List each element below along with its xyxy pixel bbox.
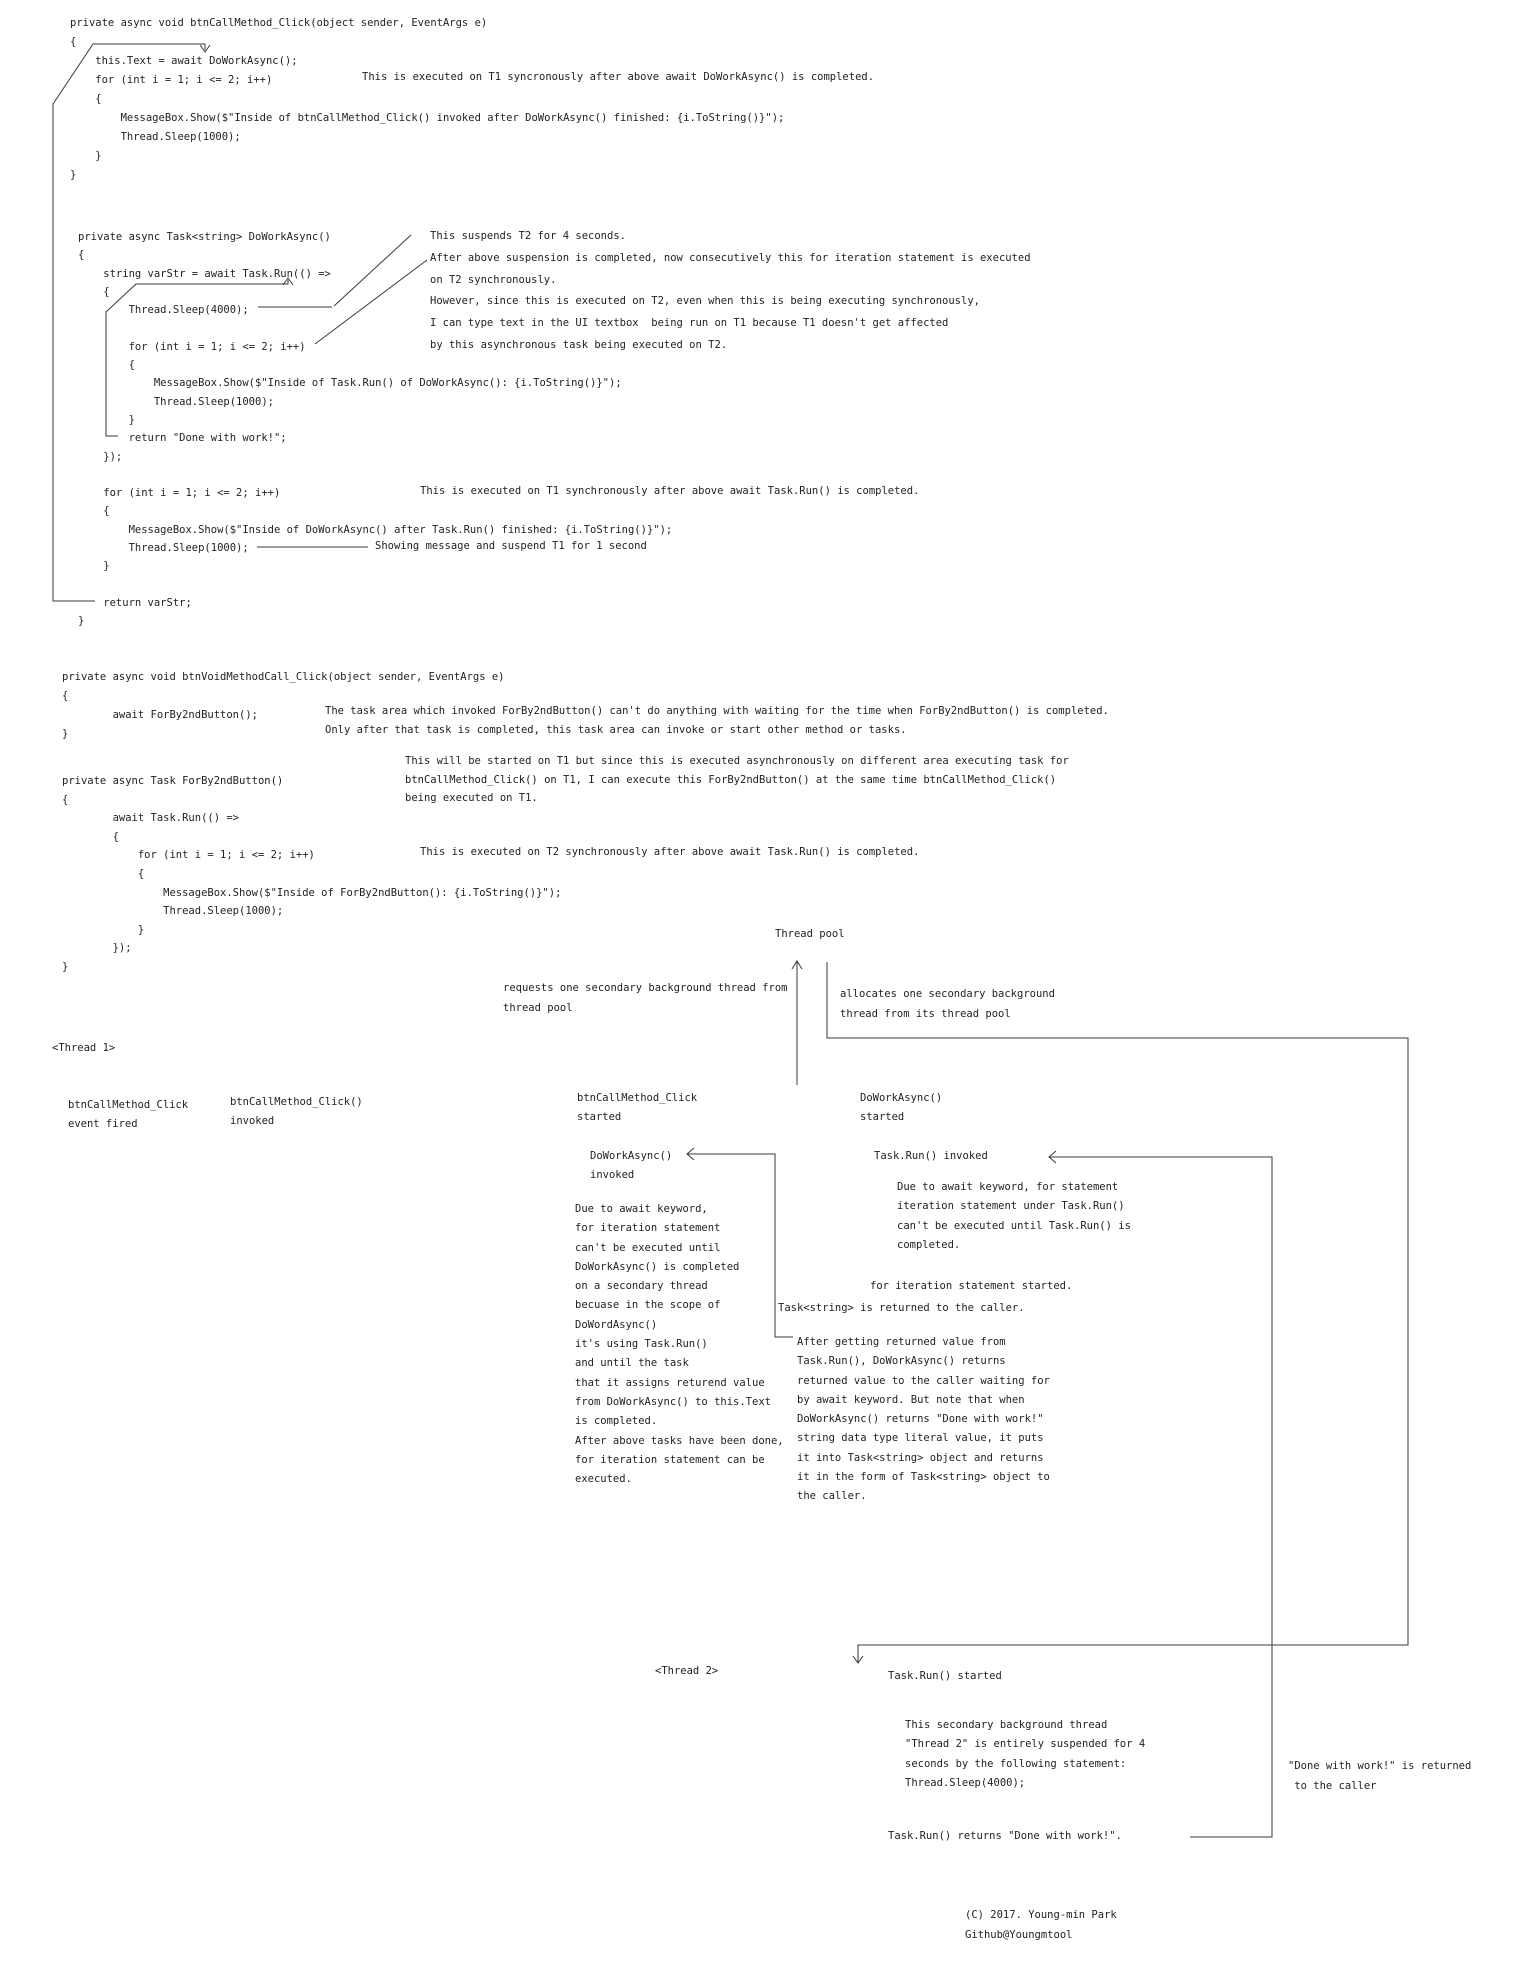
text-line: MessageBox.Show($"Inside of ForBy2ndButton(): {i.ToString()}"); <box>62 886 562 899</box>
text-line: on T2 synchronously. <box>430 273 557 286</box>
text-line: Github@Youngmtool <box>965 1928 1073 1941</box>
text-line: the caller. <box>797 1490 867 1503</box>
text-line: for (int i = 1; i <= 2; i++) <box>78 340 306 353</box>
text-line: return varStr; <box>78 596 192 609</box>
text-line: by this asynchronous task being executed on T2. <box>430 338 728 351</box>
annotation-forby2nd-on-t1 <box>405 752 1069 808</box>
text-line: } <box>62 923 145 936</box>
text-line: executed. <box>575 1473 632 1486</box>
annotation-await-forby2nd <box>325 702 1109 741</box>
text-line: } <box>78 560 110 573</box>
text-line: this.Text = await DoWorkAsync(); <box>70 55 298 67</box>
text-line: I can type text in the UI textbox being run on T1 because T1 doesn't get affected <box>430 317 949 330</box>
text-line: allocates one secondary background <box>840 988 1055 1000</box>
text-line: is completed. <box>575 1415 658 1428</box>
text-line: }); <box>62 942 132 955</box>
text-line <box>78 576 672 594</box>
event-taskrun-invoked: Task.Run() invoked <box>874 1150 988 1162</box>
text-line: { <box>70 93 102 105</box>
text-line: However, since this is executed on T2, even when this is being executing synchronously, <box>430 295 980 308</box>
arrowhead-up-thread-pool <box>792 961 802 969</box>
note-task-string-returned: Task<string> is returned to the caller. <box>778 1302 1025 1314</box>
text-line: for (int i = 1; i <= 2; i++) <box>70 74 273 86</box>
text-line: Due to await keyword, for statement <box>897 1181 1119 1193</box>
text-line: iteration statement under Task.Run() <box>897 1200 1125 1213</box>
text-line: Only after that task is completed, this task area can invoke or start other method or tasks. <box>325 724 907 737</box>
text-line: started <box>860 1110 905 1123</box>
text-line: and until the task <box>575 1357 689 1370</box>
text-line: { <box>62 830 119 843</box>
text-line: can't be executed until <box>575 1241 721 1254</box>
note-for-iteration-started: for iteration statement started. <box>870 1280 1073 1292</box>
text-line: { <box>62 793 69 806</box>
text-line: returned value to the caller waiting for <box>797 1374 1050 1387</box>
text-line: being executed on T1. <box>405 792 538 805</box>
text-line: by await keyword. But note that when <box>797 1393 1025 1406</box>
text-line: event fired <box>68 1117 138 1130</box>
text-line: string varStr = await Task.Run(() => <box>78 267 331 280</box>
text-line: MessageBox.Show($"Inside of Task.Run() of DoWorkAsync(): {i.ToString()}"); <box>78 377 622 390</box>
text-line: btnCallMethod_Click <box>577 1092 698 1104</box>
text-line: After above suspension is completed, now consecutively this for iteration statement is executed <box>430 251 1031 264</box>
text-line: (C) 2017. Young-min Park <box>965 1909 1117 1921</box>
thread-pool-requests-note <box>503 979 787 1018</box>
text-line: Task.Run(), DoWorkAsync() returns <box>797 1355 1006 1368</box>
thread1-label: <Thread 1> <box>52 1042 116 1054</box>
text-line: } <box>78 413 135 426</box>
text-line: for iteration statement can be <box>575 1453 765 1466</box>
text-line: "Done with work!" is returned <box>1288 1760 1472 1772</box>
text-line: { <box>78 505 110 518</box>
code-block-btncallmethod-click <box>70 14 784 185</box>
text-line: for (int i = 1; i <= 2; i++) <box>78 487 281 500</box>
annotation-showing-message: Showing message and suspend T1 for 1 second <box>375 540 647 552</box>
text-line: } <box>62 728 69 740</box>
thread-pool-allocates-note <box>840 985 1055 1024</box>
footer-credit <box>965 1906 1117 1945</box>
text-line: it into Task<string> object and returns <box>797 1451 1044 1464</box>
text-line: DoWordAsync() <box>575 1318 658 1331</box>
text-line: Thread.Sleep(1000); <box>78 542 249 555</box>
annotation-t2-sync-after-taskrun: This is executed on T2 synchronously after above await Task.Run() is completed. <box>420 846 920 858</box>
text-line: return "Done with work!"; <box>78 432 287 445</box>
text-line: This suspends T2 for 4 seconds. <box>430 230 626 242</box>
text-line: MessageBox.Show($"Inside of DoWorkAsync() after Task.Run() finished: {i.ToString()}"); <box>78 523 673 536</box>
text-line <box>78 466 672 484</box>
text-line: from DoWorkAsync() to this.Text <box>575 1395 771 1408</box>
arrowhead-left-taskrun-invoked <box>1049 1151 1056 1163</box>
text-line: thread pool <box>503 1001 573 1014</box>
text-line: btnCallMethod_Click() on T1, I can execute this ForBy2ndButton() at the same time btnCallMethod_Click() <box>405 773 1057 786</box>
text-line: invoked <box>230 1114 275 1127</box>
text-line: await ForBy2ndButton(); <box>62 709 258 721</box>
event-btncall-started <box>577 1089 697 1126</box>
text-line: string data type literal value, it puts <box>797 1432 1044 1445</box>
text-line: } <box>62 960 69 973</box>
text-line: it's using Task.Run() <box>575 1338 708 1351</box>
text-line: } <box>70 169 77 181</box>
text-line: } <box>78 615 85 628</box>
text-line: btnCallMethod_Click() <box>230 1096 363 1108</box>
text-line: { <box>78 285 110 298</box>
arrowhead-left-doworkasync-invoked <box>687 1148 694 1160</box>
annotation-t1-sync-after-doworkasync: This is executed on T1 syncronously after above await DoWorkAsync() is completed. <box>362 71 875 83</box>
text-line: }); <box>78 450 123 463</box>
text-line: After above tasks have been done, <box>575 1434 784 1447</box>
text-line: Thread.Sleep(1000); <box>70 131 241 143</box>
thread-pool-label: Thread pool <box>775 928 845 940</box>
text-line: started <box>577 1110 622 1123</box>
text-line: requests one secondary background thread from <box>503 982 788 994</box>
text-line: for iteration statement <box>575 1222 721 1235</box>
text-line: private async void btnVoidMethodCall_Click(object sender, EventArgs e) <box>62 671 505 683</box>
text-line: { <box>62 867 145 880</box>
text-line: Thread.Sleep(4000); <box>905 1776 1026 1789</box>
text-line: { <box>62 690 69 702</box>
event-dowork-started <box>860 1089 942 1126</box>
text-line: it in the form of Task<string> object to <box>797 1471 1050 1484</box>
text-line: This will be started on T1 but since this is executed asynchronously on different area executing task for <box>405 755 1069 767</box>
text-line: DoWorkAsync() <box>590 1150 673 1162</box>
text-line: on a secondary thread <box>575 1280 708 1293</box>
text-line: DoWorkAsync() is completed <box>575 1260 740 1273</box>
text-line: becuase in the scope of <box>575 1299 721 1312</box>
text-line: MessageBox.Show($"Inside of btnCallMethod_Click() invoked after DoWorkAsync() finished: {i.ToString()}"); <box>70 112 785 124</box>
text-line: DoWorkAsync() returns "Done with work!" <box>797 1413 1044 1426</box>
text-line: { <box>70 36 77 48</box>
note-done-returned <box>1288 1757 1471 1796</box>
thread2-label: <Thread 2> <box>655 1665 719 1677</box>
text-line: After getting returned value from <box>797 1336 1006 1348</box>
text-line: invoked <box>590 1168 635 1181</box>
arrowhead-down-taskrun-started <box>853 1656 863 1663</box>
annotation-suspends-t2 <box>430 226 1031 357</box>
text-line: for (int i = 1; i <= 2; i++) <box>62 849 315 862</box>
text-line: private async void btnCallMethod_Click(object sender, EventArgs e) <box>70 17 488 29</box>
event-taskrun-started: Task.Run() started <box>888 1670 1002 1682</box>
text-line: that it assigns returend value <box>575 1376 765 1389</box>
note-thread2-suspended <box>905 1716 1145 1793</box>
text-line: completed. <box>897 1238 961 1251</box>
text-line: btnCallMethod_Click <box>68 1099 189 1111</box>
text-line: await Task.Run(() => <box>62 812 240 825</box>
text-line: This secondary background thread <box>905 1719 1108 1731</box>
text-line: private async Task ForBy2ndButton() <box>62 775 284 787</box>
event-btncall-invoked <box>230 1093 363 1130</box>
text-line: private async Task<string> DoWorkAsync() <box>78 231 331 243</box>
text-line: Thread.Sleep(1000); <box>78 395 274 408</box>
text-line: Due to await keyword, <box>575 1203 708 1215</box>
text-line: "Thread 2" is entirely suspended for 4 <box>905 1738 1146 1751</box>
annotation-t1-sync-after-taskrun: This is executed on T1 synchronously after above await Task.Run() is completed. <box>420 485 920 497</box>
note-due-to-await-right <box>897 1178 1131 1255</box>
text-line: can't be executed until Task.Run() is <box>897 1219 1131 1232</box>
text-line: DoWorkAsync() <box>860 1092 943 1104</box>
text-line: seconds by the following statement: <box>905 1757 1127 1770</box>
text-line: Thread.Sleep(4000); <box>78 304 249 317</box>
text-line: The task area which invoked ForBy2ndButton() can't do anything with waiting for the time when ForBy2ndButton() is completed. <box>325 705 1109 717</box>
event-dowork-invoked <box>590 1147 672 1184</box>
text-line: to the caller <box>1288 1779 1377 1792</box>
text-line: } <box>70 150 102 162</box>
text-line: Thread.Sleep(1000); <box>62 905 284 918</box>
event-btncall-fired <box>68 1096 188 1133</box>
event-taskrun-returns: Task.Run() returns "Done with work!". <box>888 1830 1122 1842</box>
note-after-getting-value <box>797 1333 1050 1507</box>
note-due-to-await-left <box>575 1200 784 1489</box>
text-line: { <box>78 249 85 262</box>
text-line: { <box>78 359 135 372</box>
text-line: thread from its thread pool <box>840 1007 1011 1020</box>
